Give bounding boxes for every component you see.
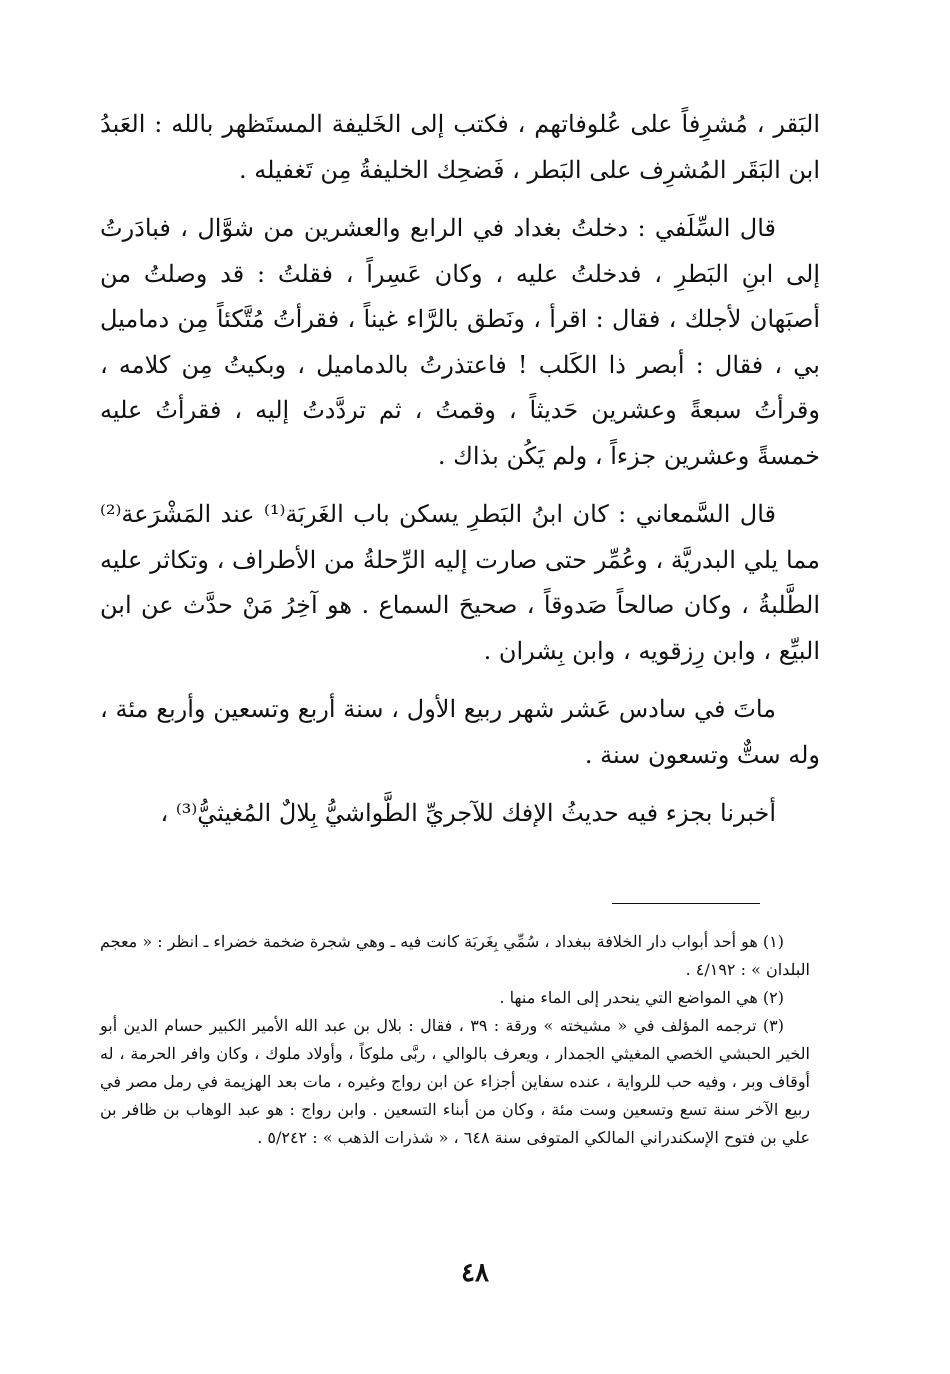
main-text: [100, 102, 820, 850]
body-paragraph-3: قال السَّمعاني : كان ابنُ البَطرِ يسكن باب الغَربَة⁽¹⁾ عند المَشْرَعة⁽²⁾ مما يلي البدريَّة ، وعُمِّر حتى صارت إليه الرِّحلةُ من الأطراف ، وتكاثر عليه الطَّلبةُ ، وكان صالحاً صَدوقاً ، صحيحَ السماع . هو آخِرُ مَنْ حدَّث عن ابن البيِّع ، وابن رِزقويه ، وابن بِشران .: [100, 500, 820, 665]
footnote-divider: [612, 903, 760, 904]
body-paragraph-2: قال السِّلَفي : دخلتُ بغداد في الرابع والعشرين من شوَّال ، فبادَرتُ إلى ابنِ البَطرِ ، فدخلتُ عليه ، وكان عَسِراً ، فقلتُ : قد وصلتُ من أصبَهان لأجلك ، فقال : اقرأ ، ونَطق بالرَّاء غيناً ، فقرأتُ مُتَّكئاً مِن دماميل بي ، فقال : أبصر ذا الكَلب ! فاعتذرتُ بالدماميل ، وبكيتُ مِن كلامه ، وقرأتُ سبعةً وعشرين حَديثاً ، وقمتُ ، ثم تردَّدتُ إليه ، فقرأتُ عليه خمسةً وعشرين جزءاً ، ولم يَكُن بذاك .: [100, 214, 820, 470]
body-paragraph-4: ماتَ في سادس عَشر شهر ربيع الأول ، سنة أربع وتسعين وأربع مئة ، وله ستٌّ وتسعون سنة .: [100, 695, 820, 769]
page-number: ٤٨: [461, 1258, 489, 1288]
footnote-1: (١) هو أحد أبواب دار الخلافة ببغداد ، سُمِّي بِغَربَة كانت فيه ـ وهي شجرة ضخمة خضراء ـ انظر : « معجم البلدان » : ٤/١٩٢ .: [99, 932, 810, 979]
footnote-3: (٣) ترجمه المؤلف في « مشيخته » ورقة : ٣٩ ، فقال : بلال بن عبد الله الأمير الكبير حسام الدين أبو الخير الحبشي الخصي المغيثي الجمدار ، ويعرف بالوالي ، ربَّى ملوكاً ، وأولاد ملوك ، وكان وافر الحرمة ، له أوقاف وبر ، وفيه حب للرواية ، عنده سفاين أجزاء عن ابن رواج وغيره ، مات بعد الهزيمة في رمل مصر في ربيع الآخر سنة تسع وتسعين وست مئة ، وكان من أبناء التسعين . وابن رواج : هو عبد الوهاب بن ظافر بن علي بن فتوح الإسكندراني المالكي المتوفى سنة ٦٤٨ ، « شذرات الذهب » : ٥/٢٤٢ .: [100, 1016, 810, 1147]
body-paragraph-5: أخبرنا بجزء فيه حديثُ الإفك للآجريِّ الطَّواشيُّ بِلالٌ المُغيثيُّ⁽³⁾ ،: [160, 799, 776, 827]
footnotes: [100, 928, 810, 1152]
body-paragraph-1: البَقر ، مُشرِفاً على عُلوفاتهم ، فكتب إلى الخَليفة المستَظهر بالله : العَبدُ ابن البَقَر المُشرِف على البَطر ، فَضحِك الخليفةُ مِن تَغفيله .: [100, 110, 820, 184]
footnote-2: (٢) هي المواضع التي ينحدر إلى الماء منها .: [499, 988, 784, 1007]
